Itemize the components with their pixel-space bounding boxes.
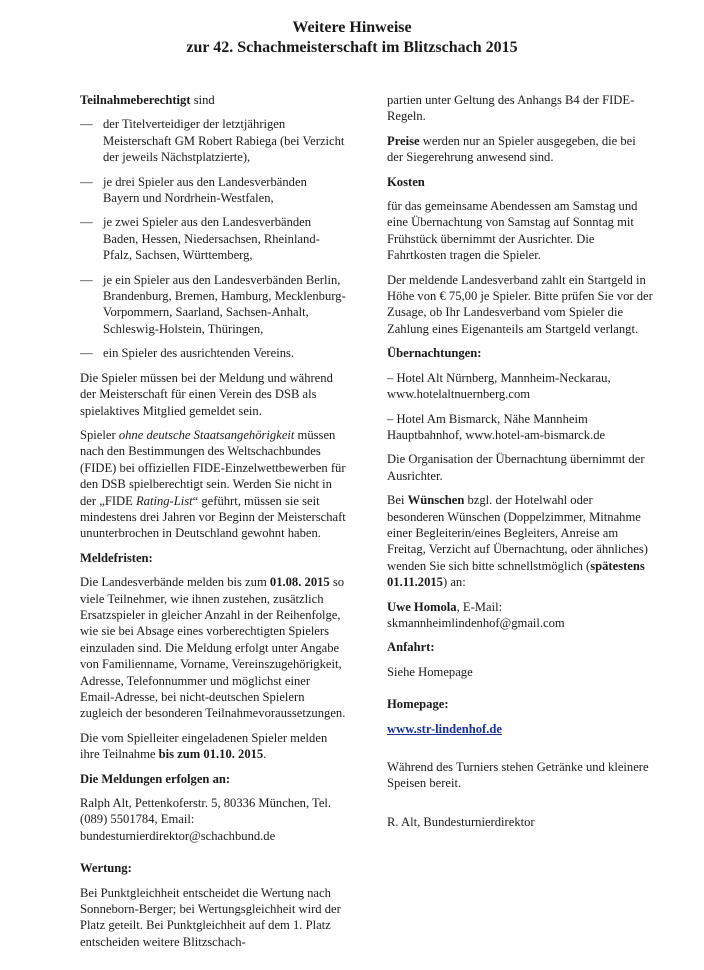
foreign-italic: ohne deutsche Staatsangehörigkeit: [118, 427, 295, 442]
hotels-heading: Übernachtungen:: [387, 346, 482, 361]
contact-paragraph: [387, 599, 653, 632]
title-line-1: Weitere Hinweise: [292, 19, 412, 36]
eligible-item: [80, 345, 346, 361]
scoring-heading: Wertung:: [80, 861, 132, 876]
costs-text: für das gemeinsame Abendessen am Samstag und eine Übernachtung von Samstag auf Sonntag mit Frühstück übernimmt der Ausrichter. Die Fahrtkosten tragen die Spieler.: [387, 199, 638, 263]
scoring-text: Bei Punktgleichheit entscheidet die Wertung nach Sonneborn-Berger; bei Wertungsgleichheit wird der Platz geteilt. Bei Punktgleichheit auf dem 1. Platz entscheiden weitere Blitzschach-: [80, 885, 341, 949]
scoring-continuation: partien unter Geltung des Anhangs B4 der FIDE-Regeln.: [387, 93, 635, 124]
eligible-item-text: ein Spieler des ausrichtenden Vereins.: [103, 346, 295, 361]
costs-heading: Kosten: [387, 174, 425, 189]
foreign-italic-2: Rating-List: [135, 493, 193, 508]
fee-text: Der meldende Landesverband zahlt ein Startgeld in Höhe von € 75,00 je Spieler. Bitte prüfen Sie vor der Zusage, ob Ihr Landesverband vom Spieler die Zahlung eines Eigenanteils am Startgeld verlangt.: [387, 272, 653, 336]
eligible-item: [80, 272, 346, 338]
deadlines-paragraph: [80, 574, 346, 722]
dash-bullet: —: [80, 117, 93, 132]
eligible-item-text: je ein Spieler aus den Landesverbänden Berlin, Brandenburg, Bremen, Hamburg, Mecklenburg-Vorpommern, Saarland, Sachsen-Anhalt, Schleswig-Holstein, Thüringen,: [103, 272, 346, 336]
deadlines-pre: Die Landesverbände melden bis zum: [80, 575, 270, 590]
signature: R. Alt, Bundesturnierdirektor: [387, 814, 535, 829]
hotel-entry-2: – Hotel Am Bismarck, Nähe Mannheim Hauptbahnhof, www.hotel-am-bismarck.de: [387, 411, 606, 442]
wishes-pre: Bei: [387, 493, 408, 508]
deadlines-date: 01.08. 2015: [269, 575, 330, 590]
foreign-pre: Spieler: [80, 427, 119, 442]
wishes-mid: bzgl. der Hotelwahl oder besonderen Wünschen (Doppelzimmer, Mitnahme einer Begleiterin/eines Begleiters, Anreise am Freitag, Verzicht auf Übernachtung, oder ähnliches) wenden Sie sich bitte schnellstmöglich (: [387, 493, 648, 573]
eligible-item-text: je drei Spieler aus den Landesverbänden Bayern und Nordrhein-Westfalen,: [103, 174, 307, 206]
submit-heading: Die Meldungen erfolgen an:: [80, 771, 231, 786]
dash-bullet: —: [80, 346, 93, 361]
eligible-heading: Teilnahmeberechtigt: [80, 93, 191, 107]
prizes-paragraph: [387, 133, 653, 166]
wishes-post: ) an:: [442, 575, 466, 590]
submit-address: Ralph Alt, Pettenkoferstr. 5, 80336 München, Tel. (089) 5501784, Email: bundesturnierdirektor@schachbund.de: [80, 796, 332, 843]
invited-date: bis zum 01.10. 2015: [158, 747, 264, 762]
travel-text: Siehe Homepage: [387, 664, 473, 679]
dash-bullet: —: [80, 174, 93, 189]
refreshments-text: Während des Turniers stehen Getränke und kleinere Speisen bereit.: [387, 760, 649, 791]
eligible-item: [80, 116, 346, 165]
wishes-label: Wünschen: [407, 493, 465, 508]
invited-paragraph: [80, 730, 346, 763]
eligible-intro: [80, 92, 346, 108]
contact-email: skmannheimlindenhof@gmail.com: [387, 615, 565, 630]
wishes-paragraph: [387, 492, 653, 590]
wishes-deadline: spätestens 01.11.2015: [387, 558, 645, 590]
travel-heading: Anfahrt:: [387, 640, 435, 655]
deadlines-heading: Meldefristen:: [80, 550, 153, 565]
eligible-item-text: je zwei Spieler aus den Landesverbänden Baden, Hessen, Niedersachsen, Rheinland-Pfalz, Sachsen, Württemberg,: [103, 215, 320, 263]
right-column: [387, 92, 653, 838]
members-paragraph: Die Spieler müssen bei der Meldung und während der Meisterschaft für einen Verein des DSB als spielaktives Mitglied gemeldet sein.: [80, 370, 333, 418]
invited-pre: Die vom Spielleiter eingeladenen Spieler melden ihre Teilnahme: [80, 730, 328, 762]
title-line-2: zur 42. Schachmeisterschaft im Blitzschach 2015: [186, 39, 518, 56]
dash-bullet: —: [80, 215, 93, 230]
foreign-mid: müssen nach den Bestimmungen des Weltschachbundes (FIDE) bei offiziellen FIDE-Einzelwettbewerben für den DSB spielberechtigt sein. Werden Sie nicht in der „FIDE: [80, 427, 346, 508]
contact-rest: , E-Mail:: [456, 599, 503, 614]
eligible-suffix: sind: [190, 93, 215, 107]
eligible-item-text: der Titelverteidiger der letztjährigen Meisterschaft GM Robert Rabiega (bei Verzicht der jeweils Nächstplatzierte),: [103, 117, 345, 165]
hotel-entry-1: – Hotel Alt Nürnberg, Mannheim-Neckarau, www.hotelaltnuernberg.com: [387, 370, 611, 402]
eligible-item: [80, 214, 346, 263]
eligible-item: [80, 174, 346, 207]
prizes-label: Preise: [387, 133, 420, 148]
contact-name: Uwe Homola: [387, 599, 457, 614]
hotel-organisation: Die Organisation der Übernachtung übernimmt der Ausrichter.: [387, 452, 645, 483]
prizes-text: werden nur an Spieler ausgegeben, die bei der Siegerehrung anwesend sind.: [387, 133, 636, 165]
dash-bullet: —: [80, 272, 93, 287]
homepage-heading: Homepage:: [387, 697, 449, 712]
foreign-post: “ geführt, müssen sie seit mindestens drei Jahren vor Beginn der Meisterschaft ununterbrochen in Deutschland gewohnt haben.: [80, 493, 346, 541]
document-title: [0, 18, 704, 58]
invited-post: .: [263, 747, 267, 762]
left-column: [80, 92, 346, 958]
foreign-players-paragraph: [80, 427, 346, 542]
homepage-link[interactable]: www.str-lindenhof.de: [387, 721, 502, 736]
deadlines-post: so viele Teilnehmer, wie ihnen zustehen, zusätzlich Ersatzspieler in gleicher Anzahl in der Reihenfolge, wie sie bei Absage eines vorberechtigten Spielers einzuladen sind. Die Meldung erfolgt unter Angabe von Familienname, Vorname, Vereinszugehörigkeit, Adresse, Telefonnummer und möglichst einer Email-Adresse, bei nicht-deutschen Spielern zugleich der besonderen Teilnahmevoraussetzungen.: [80, 575, 346, 721]
